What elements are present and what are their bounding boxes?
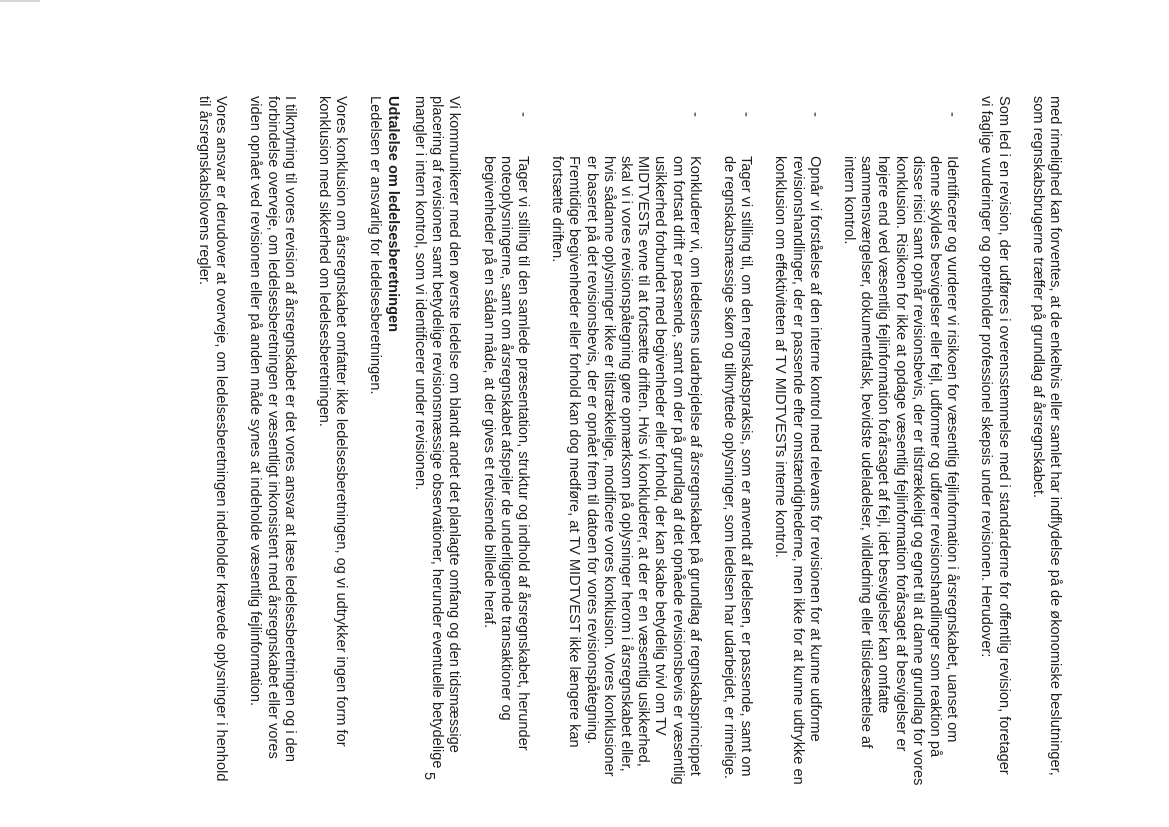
bullet-text: Opnår vi forståelse af den interne kontrol med relevans for revisionen for at kunne udforme revisionshandlinger, der er passende efter omstændighederne, men ikke for at kunne udtrykke en konklusion om effektiviteten af TV MIDTVESTs interne kontrol. [772,156,823,785]
audit-paragraph: Som led i en revision, der udføres i overensstemmelse med i standarderne for offentlig revision, foretager vi faglige vurderinger og opretholder professionel skepsis under revisionen. Herudover: [978,96,1012,775]
bullet-marker: - [806,112,823,117]
section-heading: Udtalelse om ledelsesberetningen [384,96,401,333]
list-item [479,112,531,786]
audit-procedures-list [479,96,960,786]
bullet-marker: - [686,112,703,117]
final-paragraph: Vores ansvar er derudover at overveje, om ledelsesberetningen indeholder krævede oplysninger i henhold til årsregnskabslovens regler. [196,96,230,782]
list-item [840,112,961,786]
bullet-marker: - [738,112,755,117]
communication-paragraph: Vi kommunikerer med den øverste ledelse om blandt andet det planlagte omfang og den tidsmæssige placering af revisionen samt betydelige revisionsmæssige observationer, herunder eventuelle betydelige mangler i intern kontrol, som vi identificerer under revisionen. [411,96,463,769]
bullet-text: Tager vi stilling til den samlede præsentation, struktur og indhold af årsregnskabet, herunder noteoplysningerne, samt om årsregnskabet afspejler de underliggende transaktioner og begivenheder på en sådan måde, at der gives et retvisende billede heraf. [480,156,531,751]
bullet-text: Tager vi stilling til, om den regnskabspraksis, som er anvendt af ledelsen, er passende, samt om de regnskabsmæssige skøn og tilknyttede oplysninger, som ledelsen har udarbejdet, er rimelige. [720,156,755,779]
responsibility-paragraph: I tilknytning til vores revision af årsregnskabet er det vores ansvar at læse ledelsesberetningen og i den forbindelse overveje, om ledelsesberetningen er væsentligt inkonsistent med årsregnskabet eller vores viden opnået ved revisionen eller på anden måde synes at indeholde væsentlig fejlinformation. [247,96,298,762]
list-item [771,112,823,786]
list-item [720,112,755,786]
bullet-marker: - [944,112,961,117]
scan-edge-line [0,0,40,2]
conclusion-paragraph: Vores konklusion om årsregnskabet omfatter ikke ledelsesberetningen, og vi udtrykker ingen form for konklusion med sikkerhed om ledelsesberetningen. [316,96,350,747]
bullet-marker: - [514,112,531,117]
bullet-text: Konkluderer vi, om ledelsens udarbejdelse af årsregnskabet på grundlag af regnskabsprincippet om fortsat drift er passende, samt om der på grundlag af det opnåede revisionsbevis er væsentlig usikkerhed forbundet med begivenheder eller forhold, der kan skabe betydelig tvivl om TV MIDTVESTs evne til at fortsætte driften. Hvis vi konkluderer, at der er en væsentlig usikkerhed, skal vi i vores revisionspåtegning gøre opmærksom på oplysninger herom i årsregnskabet eller, hvis sådanne oplysninger ikke er tilstrækkelige, modificere vores konklusion. Vores konklusioner er baseret på det revisionsbevis, der er opnået frem til datoen for vores revisionspåtegning. Fremtidige begivenheder eller forhold kan dog medføre, at TV MIDTVEST ikke længere kan fortsætte driften. [549,156,703,785]
document-body [195,96,1063,786]
list-item [548,112,703,786]
page-number: 5 [421,772,437,781]
section-intro: Ledelsen er ansvarlig for ledelsesberetningen. [367,96,384,395]
bullet-text: Identificerer og vurderer vi risikoen for væsentlig fejlinformation i årsregnskabet, uanset om denne skyldes besvigelser eller fejl, udformer og udfører revisionshandlinger som reaktion på disse risici samt opnår revisionsbevis, der er tilstrækkeligt og egnet til at danne grundlag for vores konklusion. Risikoen for ikke at opdage væsentlig fejlinformation forårsaget af besvigelser er højere end ved væsentlig fejlinformation forårsaget af fejl, idet besvigelser kan omfatte sammensværgelser, dokumentfalsk, bevidste udeladelser, vildledning eller tilsidesættelse af intern kontrol. [840,156,961,786]
intro-paragraph: med rimelighed kan forventes, at de enkeltvis eller samlet har indflydelse på de økonomiske beslutninger, som regnskabsbrugerne træffer på grundlag af årsregnskabet. [1029,96,1063,776]
